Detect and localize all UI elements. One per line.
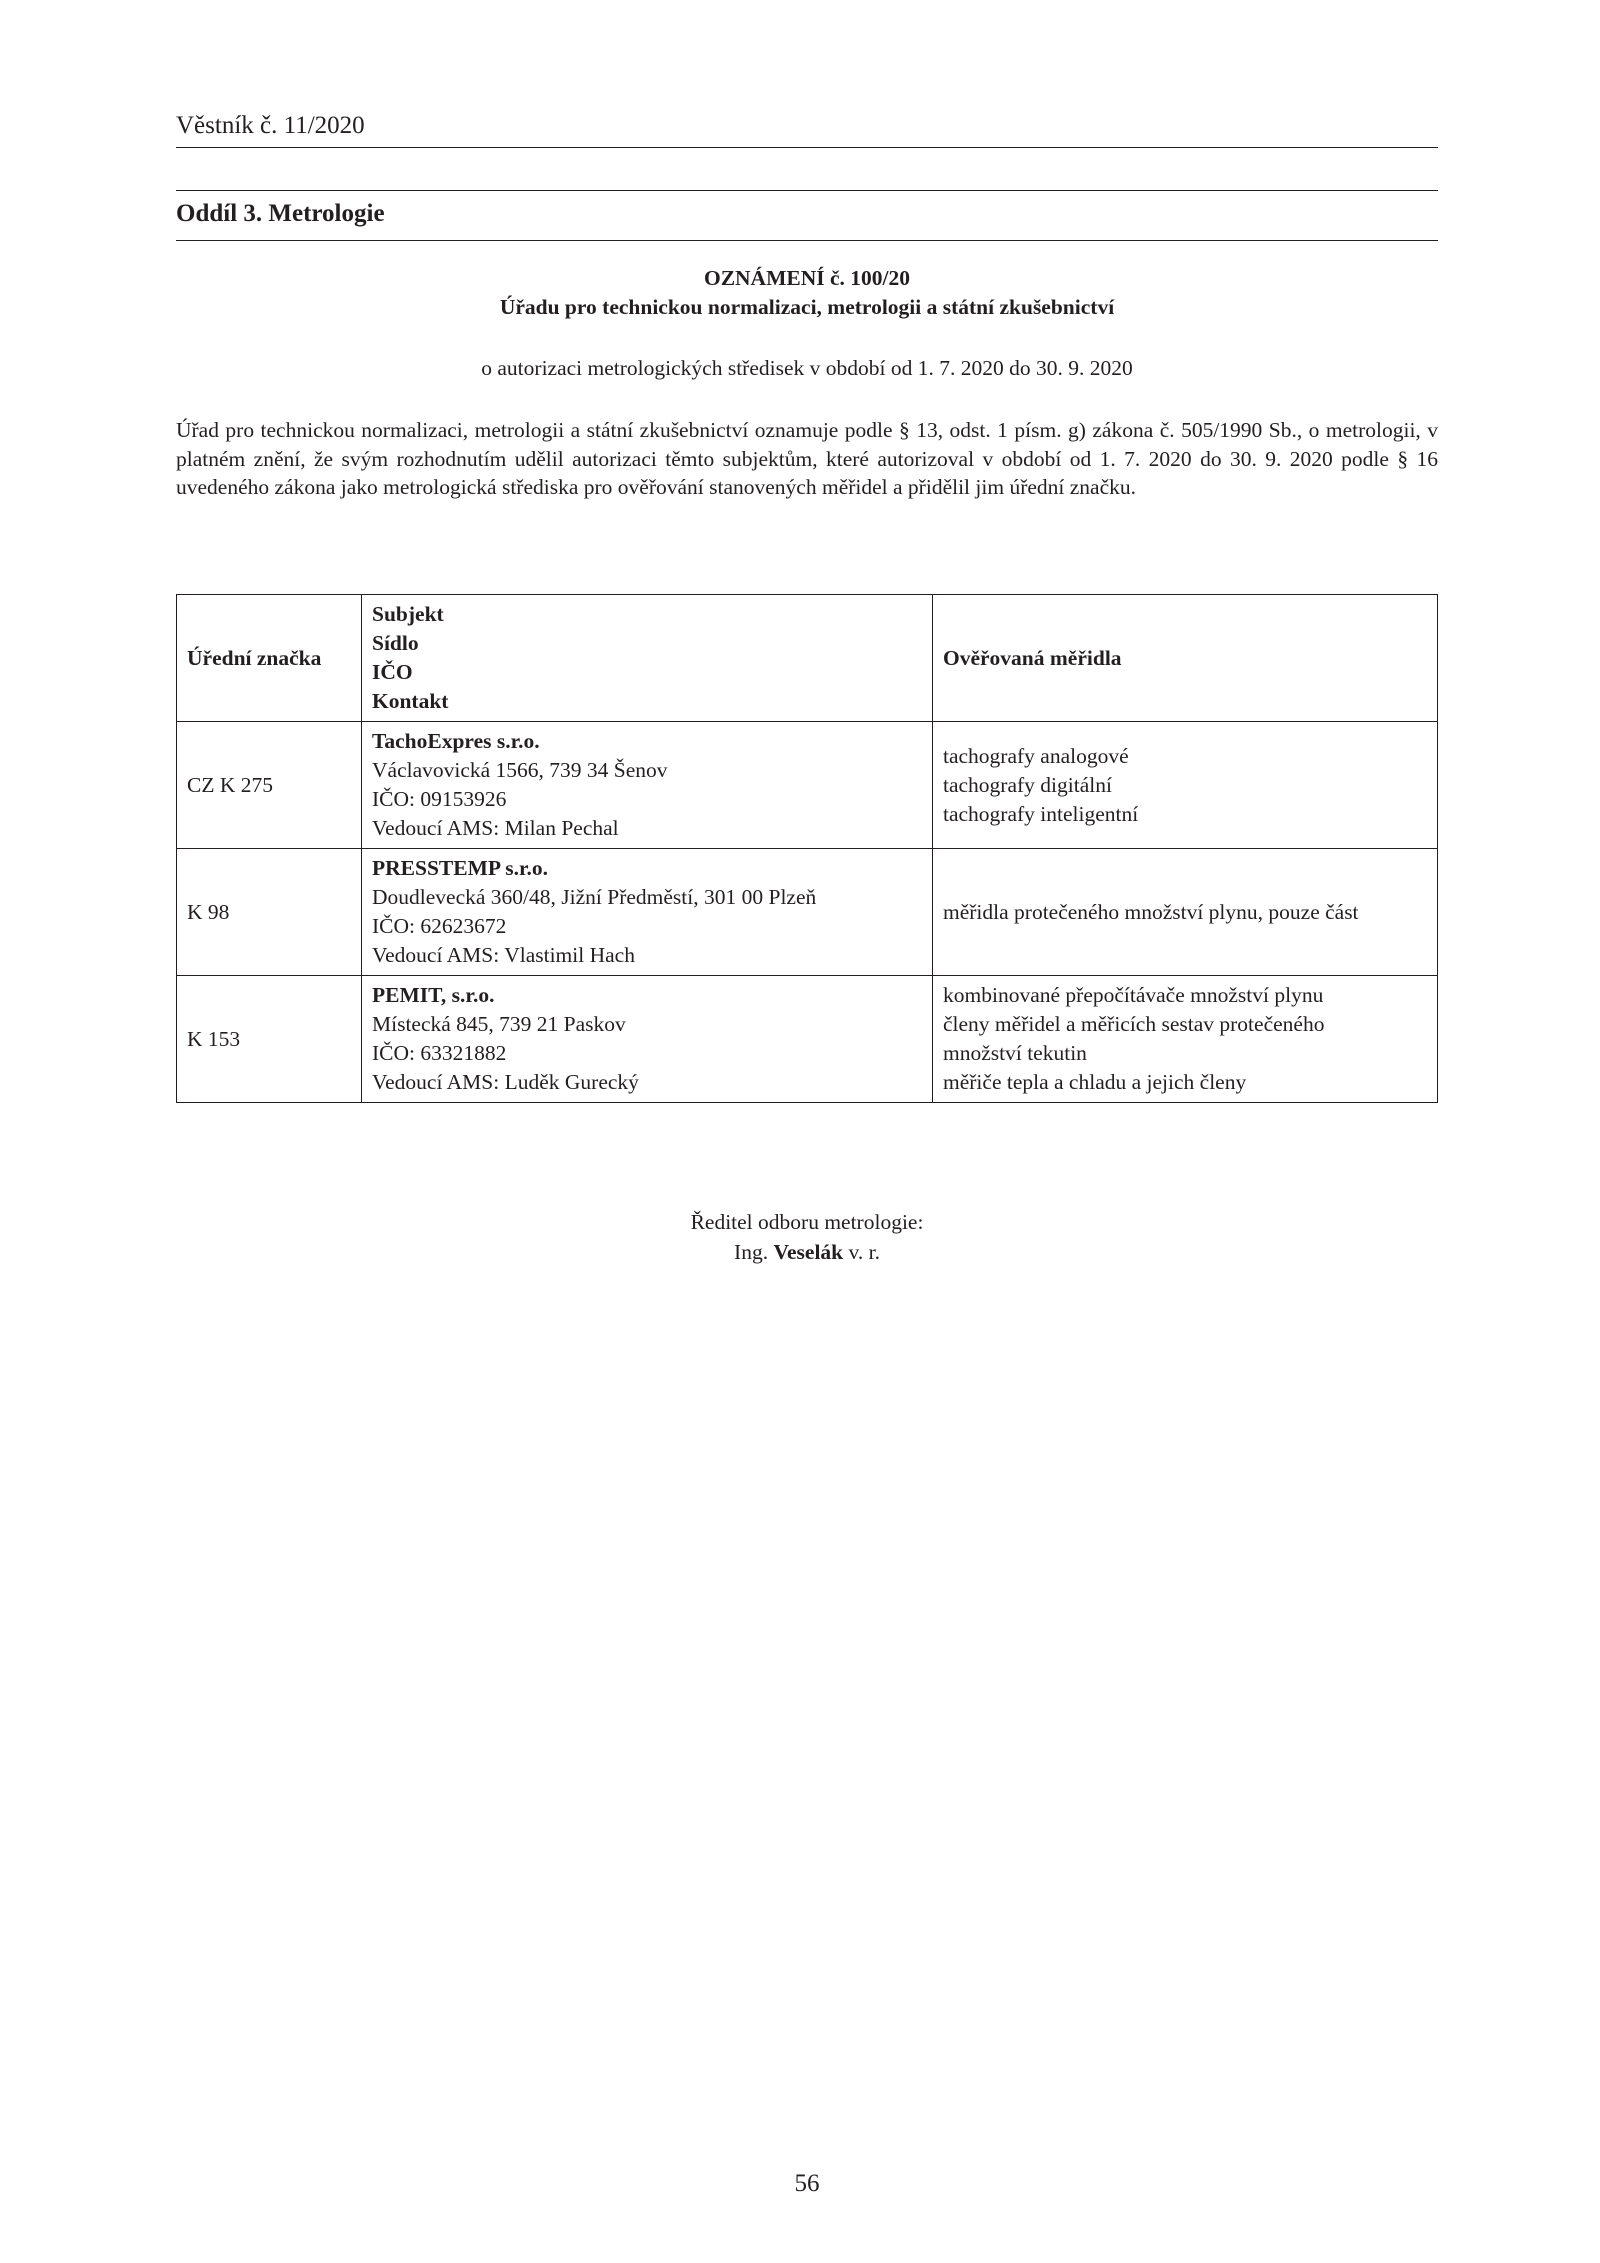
notice-authority: Úřadu pro technickou normalizaci, metrologii a státní zkušebnictví bbox=[499, 295, 1115, 319]
journal-header: Věstník č. 11/2020 bbox=[176, 112, 365, 139]
row-subject bbox=[362, 722, 933, 849]
table-row bbox=[177, 849, 1438, 976]
section-rule-bottom bbox=[176, 240, 1438, 241]
authorization-table bbox=[176, 594, 1438, 1103]
header-seat-line: Sídlo bbox=[372, 631, 419, 655]
subject-ico: IČO: 62623672 bbox=[372, 914, 507, 938]
subject-address: Místecká 845, 739 21 Paskov bbox=[372, 1012, 626, 1036]
row-subject bbox=[362, 849, 933, 976]
header-rule bbox=[176, 147, 1438, 148]
header-contact-line: Kontakt bbox=[372, 689, 449, 713]
header-mark: Úřední značka bbox=[177, 595, 362, 722]
instrument-item: měřiče tepla a chladu a jejich členy bbox=[943, 1070, 1247, 1094]
signature-name bbox=[176, 1237, 1438, 1267]
header-instruments: Ověřovaná měřidla bbox=[933, 595, 1438, 722]
row-mark: CZ K 275 bbox=[177, 722, 362, 849]
instrument-item: tachografy inteligentní bbox=[943, 801, 1139, 826]
header-ico-line: IČO bbox=[372, 660, 413, 684]
signature-role: Ředitel odboru metrologie: bbox=[690, 1210, 924, 1234]
section-title: Oddíl 3. Metrologie bbox=[176, 200, 385, 227]
subject-name: PEMIT, s.r.o. bbox=[372, 983, 495, 1007]
signature-block bbox=[176, 1207, 1438, 1267]
instrument-item: množství tekutin bbox=[943, 1041, 1087, 1065]
subject-address: Václavovická 1566, 739 34 Šenov bbox=[372, 758, 668, 782]
row-instruments bbox=[933, 976, 1438, 1103]
subject-ico: IČO: 63321882 bbox=[372, 1041, 507, 1065]
subject-contact: Vedoucí AMS: Vlastimil Hach bbox=[372, 943, 635, 967]
subject-name: TachoExpres s.r.o. bbox=[372, 729, 540, 753]
header-subject bbox=[362, 595, 933, 722]
subject-ico: IČO: 09153926 bbox=[372, 787, 507, 811]
notice-title: OZNÁMENÍ č. 100/20 bbox=[703, 266, 911, 290]
signature-surname: Veselák bbox=[773, 1240, 844, 1264]
subject-address: Doudlevecká 360/48, Jižní Předměstí, 301 00 Plzeň bbox=[372, 885, 817, 909]
subject-contact: Vedoucí AMS: Luděk Gurecký bbox=[372, 1070, 639, 1094]
signature-prefix: Ing. bbox=[734, 1240, 769, 1264]
instrument-item: tachografy analogové bbox=[943, 743, 1129, 768]
table-row bbox=[177, 722, 1438, 849]
instrument-item: kombinované přepočítávače množství plynu bbox=[943, 983, 1324, 1007]
subject-contact: Vedoucí AMS: Milan Pechal bbox=[372, 816, 619, 840]
row-instruments bbox=[933, 722, 1438, 849]
notice-title-block bbox=[176, 264, 1438, 322]
subject-name: PRESSTEMP s.r.o. bbox=[372, 856, 549, 880]
table-row bbox=[177, 976, 1438, 1103]
row-mark: K 153 bbox=[177, 976, 362, 1103]
row-subject bbox=[362, 976, 933, 1103]
notice-subject: o autorizaci metrologických středisek v období od 1. 7. 2020 do 30. 9. 2020 bbox=[481, 356, 1133, 380]
instrument-item: členy měřidel a měřicích sestav protečeného bbox=[943, 1012, 1325, 1036]
section-rule-top bbox=[176, 190, 1438, 191]
header-subject-line: Subjekt bbox=[372, 602, 444, 626]
page-number: 56 bbox=[794, 2170, 820, 2197]
intro-paragraph: Úřad pro technickou normalizaci, metrologii a státní zkušebnictví oznamuje podle § 13, odst. 1 písm. g) zákona č. 505/1990 Sb., o metrologii, v platném znění, že svým rozhodnutím udělil autorizaci těmto subjektům, které autorizoval v období od 1. 7. 2020 do 30. 9. 2020 podle § 16 uvedeného zákona jako metrologická střediska pro ověřování stanovených měřidel a přidělil jim úřední značku. bbox=[176, 418, 1438, 499]
table-header-row bbox=[177, 595, 1438, 722]
instrument-item: měřidla protečeného množství plynu, pouze část bbox=[943, 899, 1359, 924]
row-mark: K 98 bbox=[177, 849, 362, 976]
row-instruments bbox=[933, 849, 1438, 976]
instrument-item: tachografy digitální bbox=[943, 772, 1112, 797]
document-page bbox=[176, 0, 1438, 2263]
signature-suffix: v. r. bbox=[848, 1240, 880, 1264]
